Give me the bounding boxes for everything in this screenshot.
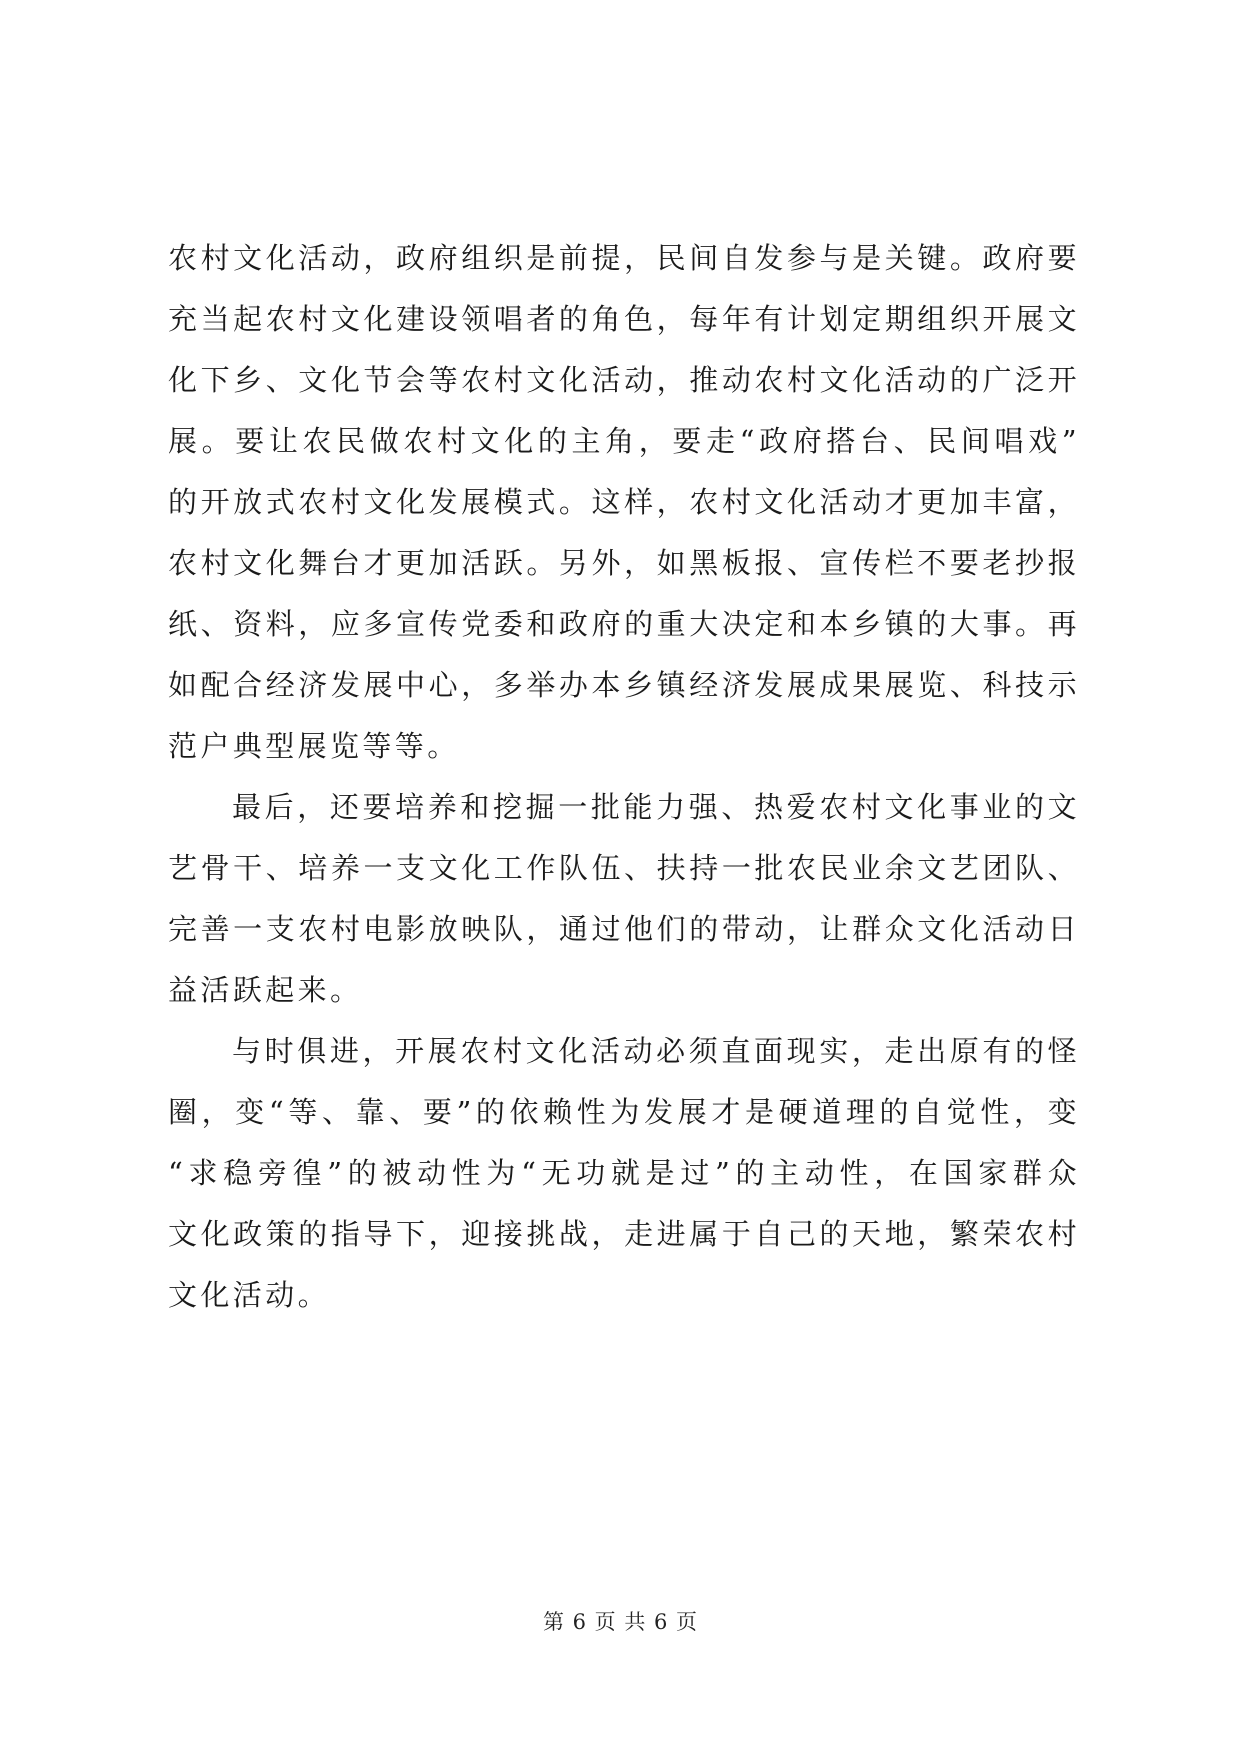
text-line: 最后，还要培养和挖掘一批能力强、热爱农村文化事业的文 xyxy=(232,790,1080,824)
text-line: 范户典型展览等等。 xyxy=(168,729,460,763)
text-line: 农村文化活动，政府组织是前提，民间自发参与是关键。政府要 xyxy=(168,241,1080,275)
text-line: 艺骨干、培养一支文化工作队伍、扶持一批农民业余文艺团队、 xyxy=(168,851,1080,885)
text-line: 的开放式农村文化发展模式。这样，农村文化活动才更加丰富， xyxy=(168,485,1080,519)
text-line: 纸、资料，应多宣传党委和政府的重大决定和本乡镇的大事。再 xyxy=(168,607,1080,641)
text-line: 益活跃起来。 xyxy=(168,973,363,1007)
text-line: “求稳旁徨”的被动性为“无功就是过”的主动性，在国家群众 xyxy=(168,1156,1080,1190)
text-line: 文化活动。 xyxy=(168,1278,331,1312)
paragraph-3 xyxy=(168,1021,1080,1326)
page-footer: 第 6 页 共 6 页 xyxy=(542,1610,699,1634)
text-line: 如配合经济发展中心，多举办本乡镇经济发展成果展览、科技示 xyxy=(168,668,1080,702)
text-line: 充当起农村文化建设领唱者的角色，每年有计划定期组织开展文 xyxy=(168,302,1080,336)
text-line: 与时俱进，开展农村文化活动必须直面现实，走出原有的怪 xyxy=(232,1034,1080,1068)
text-line: 化下乡、文化节会等农村文化活动，推动农村文化活动的广泛开 xyxy=(168,363,1080,397)
body-text xyxy=(168,228,1080,1326)
text-line: 农村文化舞台才更加活跃。另外，如黑板报、宣传栏不要老抄报 xyxy=(168,546,1080,580)
text-line: 圈，变“等、靠、要”的依赖性为发展才是硬道理的自觉性，变 xyxy=(168,1095,1080,1129)
text-line: 展。要让农民做农村文化的主角，要走“政府搭台、民间唱戏” xyxy=(168,424,1080,458)
paragraph-1 xyxy=(168,228,1080,777)
text-line: 文化政策的指导下，迎接挑战，走进属于自己的天地，繁荣农村 xyxy=(168,1217,1080,1251)
text-line: 完善一支农村电影放映队，通过他们的带动，让群众文化活动日 xyxy=(168,912,1080,946)
paragraph-2 xyxy=(168,777,1080,1021)
